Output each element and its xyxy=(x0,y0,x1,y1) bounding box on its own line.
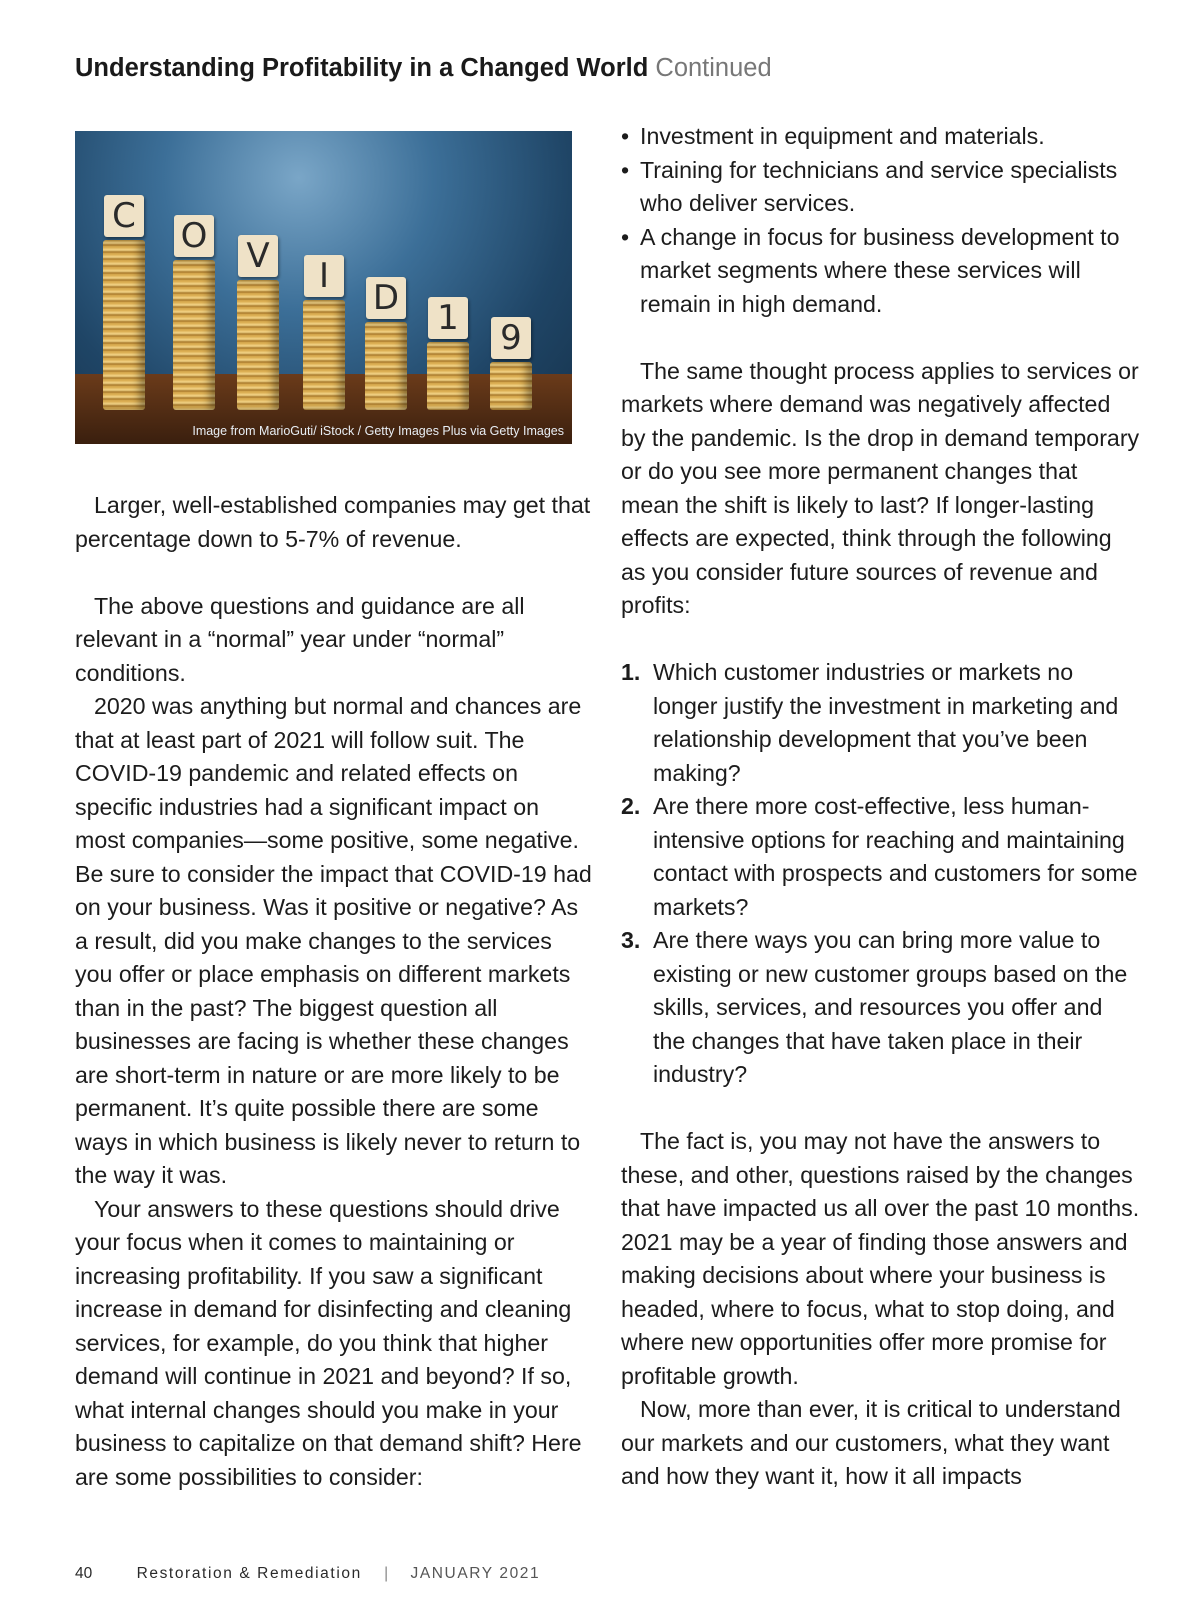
coin-stack xyxy=(103,240,145,410)
coin-stack xyxy=(365,322,407,410)
article-title: Understanding Profitability in a Changed World xyxy=(75,54,649,82)
question-text: Are there ways you can bring more value to existing or new customer groups based on the skills, services, and resources you offer and the changes that have taken place in their industry? xyxy=(653,927,1128,1087)
paragraph: The fact is, you may not have the answers to these, and other, questions raised by the changes that have impacted us all over the past 10 months. 2021 may be a year of finding those answers and making decisions about where your business is headed, where to focus, what to stop doing, and where new opportunities offer more promise for profitable growth. xyxy=(621,1128,1140,1389)
bullet-item: • Investment in equipment and materials. xyxy=(621,120,1141,154)
left-column xyxy=(75,489,595,1494)
bullet-list xyxy=(621,120,1141,321)
question-list xyxy=(621,656,1141,1092)
question-number: 2. xyxy=(621,793,641,819)
letter-tile: 1 xyxy=(428,297,468,339)
letter-tile: 9 xyxy=(491,317,531,359)
paragraph: The same thought process applies to services or markets where demand was negatively affected by the pandemic. Is the drop in demand temporary or do you see more permanent changes that mean the shift is likely to last? If longer-lasting effects are expected, think through the following as you consider future sources of revenue and profits: xyxy=(621,357,1140,618)
coin-stack xyxy=(173,260,215,410)
question-item xyxy=(621,790,1141,924)
bullet-item: • A change in focus for business development to market segments where these services will remain in high demand. xyxy=(621,221,1141,322)
coin-stack xyxy=(427,342,469,410)
photo-credit: Image from MarioGuti/ iStock / Getty Images Plus via Getty Images xyxy=(192,424,564,438)
paragraph: The above questions and guidance are all relevant in a “normal” year under “normal” conditions. xyxy=(75,592,525,686)
page-number: 40 xyxy=(75,1565,93,1582)
page-footer xyxy=(75,1565,540,1583)
publication-name: Restoration & Remediation xyxy=(136,1565,362,1582)
letter-tile: O xyxy=(174,215,214,257)
question-item xyxy=(621,924,1141,1092)
footer-separator: | xyxy=(384,1565,389,1582)
paragraph: Now, more than ever, it is critical to understand our markets and our customers, what they want and how they want it, how it all impacts xyxy=(621,1396,1121,1489)
question-text: Which customer industries or markets no longer justify the investment in marketing and relationship development that you’ve been making? xyxy=(653,659,1119,786)
letter-tile: V xyxy=(238,235,278,277)
letter-tile: D xyxy=(366,277,406,319)
letter-tile: I xyxy=(304,255,344,297)
question-number: 3. xyxy=(621,927,641,953)
question-text: Are there more cost-effective, less human-intensive options for reaching and maintaining contact with prospects and customers for some markets? xyxy=(653,793,1138,920)
paragraph: 2020 was anything but normal and chances are that at least part of 2021 will follow suit. The COVID-19 pandemic and related effects on specific industries had a significant impact on most companies—some positive, some negative. Be sure to consider the impact that COVID-19 had on your business. Was it positive or negative? As a result, did you make changes to the services you offer or place emphasis on different markets than in the past? The biggest question all businesses are facing is whether these changes are short-term in nature or are more likely to be permanent. It’s quite possible there are some ways in which business is likely never to return to the way it was. xyxy=(75,693,592,1188)
continued-label: Continued xyxy=(655,54,772,82)
coin-stack xyxy=(303,300,345,410)
coin-stack xyxy=(237,280,279,410)
covid-coins-photo xyxy=(75,131,572,444)
right-column xyxy=(621,120,1141,1494)
question-number: 1. xyxy=(621,659,641,685)
issue-date: JANUARY 2021 xyxy=(410,1565,541,1582)
page-header xyxy=(75,54,772,83)
bullet-item: • Training for technicians and service specialists who deliver services. xyxy=(621,154,1141,221)
paragraph: Your answers to these questions should drive your focus when it comes to maintaining or increasing profitability. If you saw a significant increase in demand for disinfecting and cleaning services, for example, do you think that higher demand will continue in 2021 and beyond? If so, what internal changes should you make in your business to capitalize on that demand shift? Here are some possibilities to consider: xyxy=(75,1195,582,1490)
paragraph: Larger, well-established companies may get that percentage down to 5-7% of revenue. xyxy=(75,492,591,552)
question-item xyxy=(621,656,1141,790)
letter-tile: C xyxy=(104,195,144,237)
coin-stack xyxy=(490,362,532,410)
